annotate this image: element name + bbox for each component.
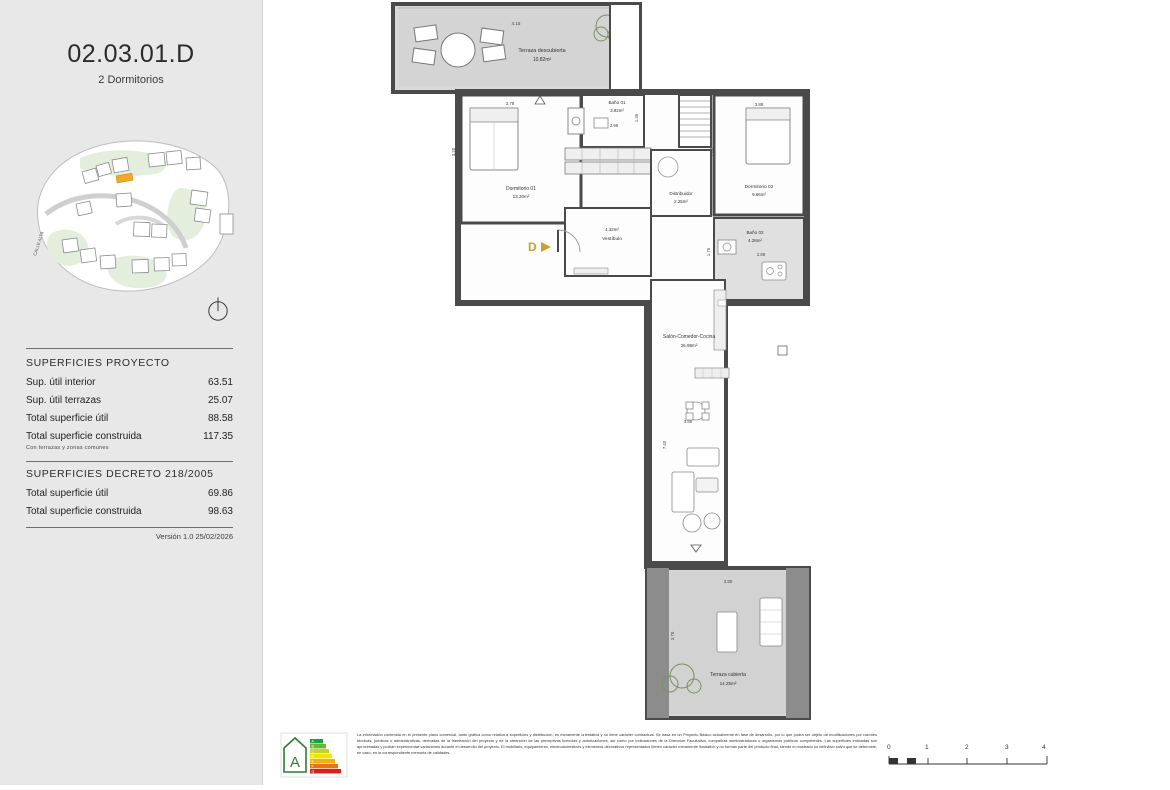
area-value: 117.35	[203, 431, 233, 442]
dimension-label: 3.80	[723, 579, 733, 584]
site-keyplan	[20, 128, 242, 308]
stair-shaft	[679, 95, 711, 147]
energy-letter: A	[289, 754, 301, 771]
room-distribuidor	[651, 150, 711, 216]
room-area: 3.92m²	[610, 108, 624, 113]
area-value: 25.07	[207, 395, 233, 406]
svg-text:A: A	[311, 739, 314, 744]
area-label: Total superficie construida	[26, 506, 142, 517]
svg-text:E: E	[311, 759, 314, 764]
room-salon-comedor-cocina	[651, 280, 787, 562]
scale-bar-graphic	[887, 754, 1052, 768]
footer	[262, 722, 1170, 785]
version-label: Versión 1.0 25/02/2026	[155, 532, 233, 541]
area-label: Total superficie construida	[26, 431, 142, 442]
svg-text:C: C	[311, 749, 315, 754]
dimension-label: 4.15	[511, 21, 521, 26]
area-value: 63.51	[207, 377, 233, 388]
dimension-label: 3.78	[505, 101, 515, 106]
room-area: 26.98m²	[680, 343, 698, 348]
room-label: Baño 02	[746, 230, 764, 235]
entrance-marker	[528, 240, 552, 254]
svg-text:F: F	[311, 764, 314, 769]
legal-disclaimer: La información contenida en el presente plano comercial, tanto gráfica como relativa a superficies y distribución, es meramente orientativa y no tiene carácter contractual. Se basa en un Proyecto Básico actualmente en fase de desarrollo, por lo que podrá ser objeto de modificaciones por razones técnicas, jurídicas o administrativas, derivadas de la tramitación del proyecto y de la obtención de las preceptivas licencias y autorizaciones, así como por indicaciones de la Dirección Facultativa, compañías suministradoras u organismos públicos competentes. Las superficies indicadas son aproximadas y podrán experimentar variaciones durante el desarrollo del proyecto. El mobiliario, equipamiento, electrodomésticos y elementos decorativos representados tienen carácter meramente ilustrativo y no forman parte del producto final, siendo el mostrado no definitivo salvo que se determine, en caso, en la correspondiente memoria de calidades.	[357, 732, 877, 756]
room-area: 13.20m²	[512, 194, 530, 199]
area-label: Total superficie útil	[26, 413, 109, 424]
room-terraza-cubierta	[647, 568, 809, 718]
area-value: 98.63	[207, 506, 233, 517]
area-row	[26, 488, 233, 499]
unit-code: 02.03.01.D	[67, 40, 195, 68]
scale-tick: 0	[887, 744, 891, 751]
energy-rating-label	[280, 732, 348, 778]
area-row	[26, 431, 233, 442]
floor-plan	[262, 0, 1170, 785]
areas-note: Con terrazas y zonas comunes	[26, 445, 109, 451]
dimension-label: 2.68	[709, 147, 714, 157]
area-row	[26, 413, 233, 424]
keyplan-street-label: CALLE ALTA	[32, 230, 45, 257]
area-label: Sup. útil terrazas	[26, 395, 102, 406]
scale-tick: 4	[1042, 744, 1046, 751]
svg-text:G: G	[311, 769, 315, 774]
room-label: Dormitorio 01	[505, 186, 537, 192]
room-label: Distribuidor	[669, 191, 693, 196]
room-area: 9.66m²	[752, 192, 766, 197]
compass-north-icon	[205, 296, 231, 322]
scale-bar	[887, 744, 1052, 778]
room-area: 4.32m²	[605, 227, 619, 232]
dimension-label: 7.40	[662, 440, 667, 450]
area-value: 69.86	[207, 488, 233, 499]
room-label: Vestíbulo	[602, 237, 622, 242]
scale-tick: 1	[925, 744, 929, 751]
room-label: Dormitorio 02	[744, 185, 774, 190]
dimension-label: 2.99	[609, 123, 619, 128]
room-area: 14.25m²	[719, 681, 737, 686]
room-label: Terraza cubierta	[710, 672, 746, 678]
dimension-label: 2.89	[756, 252, 766, 257]
scale-tick-labels	[887, 744, 1052, 754]
divider-top	[26, 348, 233, 349]
unit-subtitle: 2 Dormitorios	[98, 74, 164, 86]
room-area: 2.25m²	[674, 199, 688, 204]
area-value: 88.58	[207, 413, 233, 424]
dimension-label: 1.36	[634, 113, 639, 123]
dimension-label: 1.75	[706, 247, 711, 257]
dimension-label: 3.70	[670, 631, 675, 641]
room-vestibulo	[558, 208, 651, 276]
floor-plan-drawing	[262, 0, 1170, 785]
areas-table	[26, 348, 233, 541]
scale-tick: 3	[1005, 744, 1009, 751]
room-area: 10.82m²	[532, 57, 552, 63]
room-label: Baño 01	[608, 100, 626, 105]
divider-mid	[26, 461, 233, 462]
dimension-label: 3.20	[451, 147, 456, 157]
dimension-label: 3.88	[754, 102, 764, 107]
room-label: Terraza descubierta	[518, 48, 566, 54]
divider-bottom	[26, 527, 233, 528]
svg-text:D: D	[311, 754, 315, 759]
sidebar	[0, 0, 263, 785]
area-label: Total superficie útil	[26, 488, 109, 499]
area-row	[26, 395, 233, 406]
entrance-arrow-icon	[540, 241, 552, 253]
scale-tick: 2	[965, 744, 969, 751]
room-terraza-descubierta	[393, 4, 640, 92]
dimension-label: 3.86	[683, 419, 693, 424]
room-label: Salón-Comedor-Cocina	[662, 334, 716, 340]
room-dormitorio-01	[451, 95, 581, 223]
room-dormitorio-02	[709, 95, 804, 215]
area-row	[26, 377, 233, 388]
entrance-letter: D	[528, 240, 537, 254]
area-label: Sup. útil interior	[26, 377, 96, 388]
unit-header	[0, 0, 262, 86]
room-area: 4.28m²	[748, 238, 762, 243]
svg-text:B: B	[311, 744, 314, 749]
areas-section1-title: SUPERFICIES PROYECTO	[26, 357, 170, 369]
area-row	[26, 506, 233, 517]
areas-section2-title: SUPERFICIES DECRETO 218/2005	[26, 468, 214, 480]
